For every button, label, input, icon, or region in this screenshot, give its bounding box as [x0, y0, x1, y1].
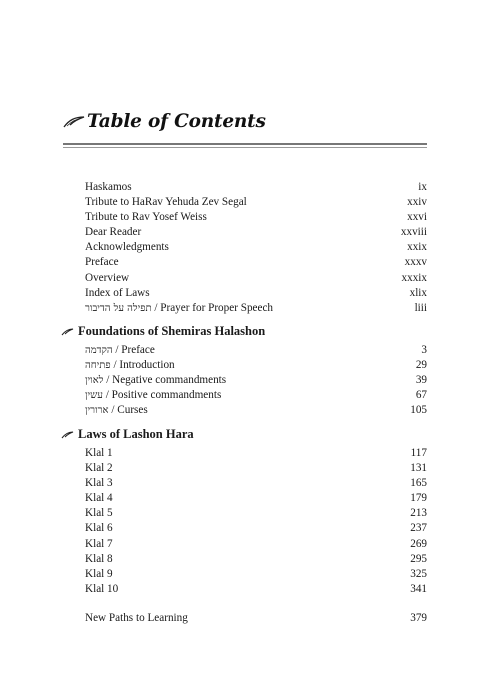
- english-title: / Prayer for Proper Speech: [151, 301, 274, 314]
- toc-entry[interactable]: לאוין / Negative commandments 39: [85, 374, 427, 387]
- front-matter-list: [85, 180, 427, 316]
- toc-entry[interactable]: New Paths to Learning 379: [85, 612, 427, 624]
- section1-list: [85, 343, 427, 418]
- toc-entry[interactable]: הקדמה / Preface 3: [85, 344, 427, 356]
- toc-entry[interactable]: Klal 7 269: [85, 537, 427, 550]
- toc-entry[interactable]: Tribute to HaRav Yehuda Zev Segal xxiv: [85, 196, 427, 209]
- english-title: / Positive commandments: [102, 389, 222, 402]
- toc-entry[interactable]: Klal 1 117: [85, 447, 427, 459]
- hebrew-title: ארורין: [85, 405, 109, 417]
- toc-entry[interactable]: ארורין / Curses 105: [85, 404, 427, 417]
- toc-entry[interactable]: Klal 2 131: [85, 462, 427, 475]
- page-title: Table of Contents: [87, 111, 266, 132]
- toc-entry[interactable]: Klal 5 213: [85, 507, 427, 520]
- toc-entry[interactable]: Klal 4 179: [85, 492, 427, 505]
- toc-entry[interactable]: Tribute to Rav Yosef Weiss xxvi: [85, 211, 427, 224]
- hebrew-title: תפילה על הדיבור: [85, 302, 152, 314]
- quill-ornament-icon: [61, 328, 74, 336]
- toc-entry[interactable]: Klal 10 341: [85, 582, 427, 595]
- toc-entry[interactable]: Acknowledgments xxix: [85, 241, 427, 254]
- toc-entry[interactable]: Haskamos ix: [85, 181, 427, 193]
- toc-entry[interactable]: Klal 8 295: [85, 552, 427, 565]
- english-title: / Introduction: [110, 359, 175, 372]
- toc-entry[interactable]: פתיחה / Introduction 29: [85, 359, 427, 372]
- section-title: Laws of Lashon Hara: [78, 427, 194, 441]
- quill-ornament-icon: [63, 116, 85, 128]
- toc-entry[interactable]: Dear Reader xxviii: [85, 226, 427, 239]
- quill-ornament-icon: [61, 431, 74, 439]
- hebrew-title: לאוין: [85, 375, 104, 387]
- title-rule-thin: [63, 147, 427, 148]
- english-title: / Curses: [108, 404, 148, 417]
- title-block: [63, 111, 266, 132]
- toc-entry[interactable]: Index of Laws xlix: [85, 286, 427, 299]
- hebrew-title: עשין: [85, 390, 103, 402]
- title-rule-thick: [63, 143, 427, 145]
- hebrew-title: פתיחה: [85, 360, 111, 372]
- section-heading-foundations: [61, 324, 265, 339]
- english-title: / Negative commandments: [103, 374, 227, 387]
- toc-entry[interactable]: Klal 3 165: [85, 477, 427, 490]
- toc-entry[interactable]: Preface xxxv: [85, 256, 427, 269]
- hebrew-title: הקדמה: [85, 345, 113, 356]
- section-heading-laws: [61, 427, 194, 442]
- toc-entry[interactable]: Klal 9 325: [85, 567, 427, 580]
- toc-entry[interactable]: Overview xxxix: [85, 271, 427, 284]
- toc-entry[interactable]: Klal 6 237: [85, 522, 427, 535]
- english-title: / Preface: [112, 344, 155, 356]
- toc-entry[interactable]: תפילה על הדיבור / Prayer for Proper Speech liii: [85, 301, 427, 314]
- section-title: Foundations of Shemiras Halashon: [78, 324, 266, 338]
- closing-list: [85, 611, 427, 626]
- toc-entry[interactable]: עשין / Positive commandments 67: [85, 389, 427, 402]
- section2-list: [85, 446, 427, 597]
